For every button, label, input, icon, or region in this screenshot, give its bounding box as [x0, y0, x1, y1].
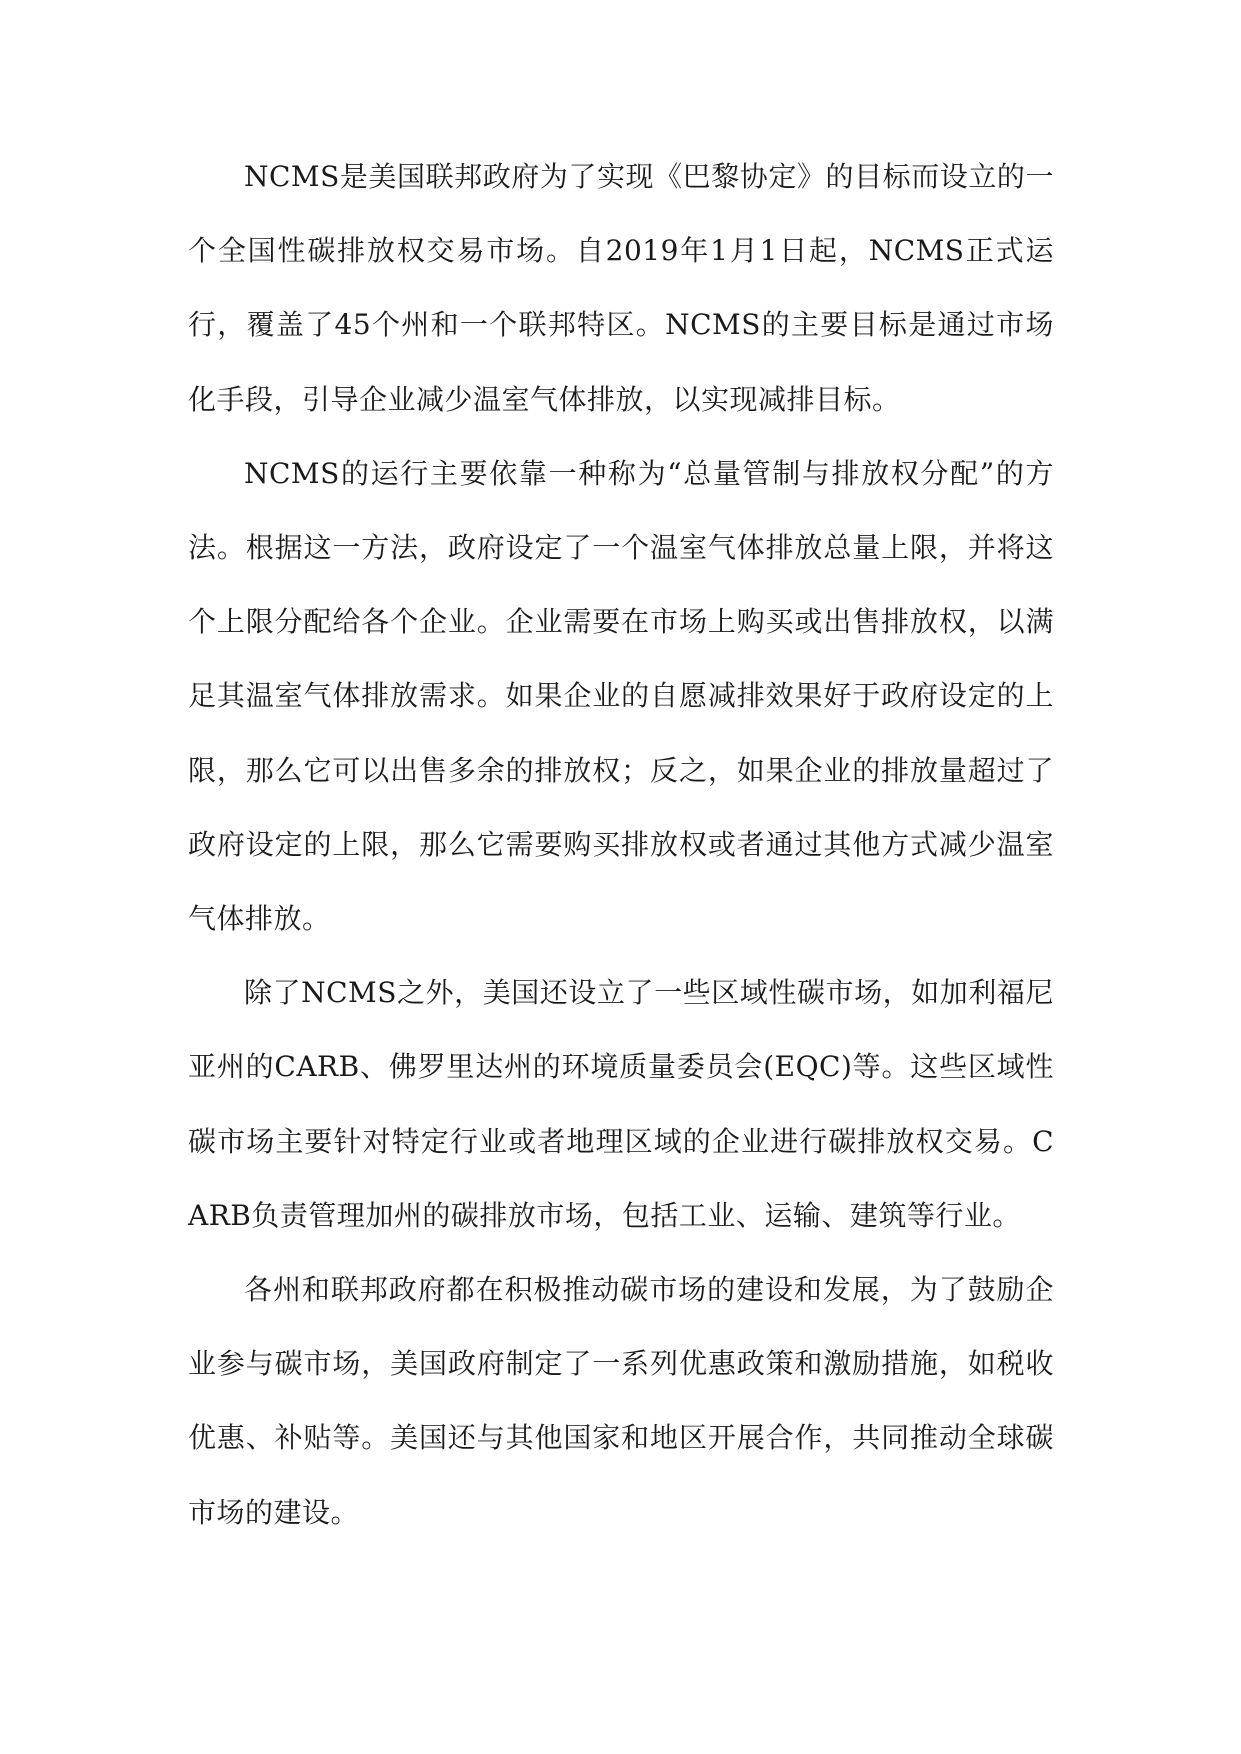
document-body — [188, 140, 1054, 1550]
paragraph-ncms-overview: NCMS是美国联邦政府为了实现《巴黎协定》的目标而设立的一个全国性碳排放权交易市场。自2019年1月1日起，NCMS正式运行，覆盖了45个州和一个联邦特区。NCMS的主要目标是通过市场化手段，引导企业减少温室气体排放，以实现减排目标。 — [188, 160, 1054, 416]
paragraph-policy-support: 各州和联邦政府都在积极推动碳市场的建设和发展，为了鼓励企业参与碳市场，美国政府制定了一系列优惠政策和激励措施，如税收优惠、补贴等。美国还与其他国家和地区开展合作，共同推动全球碳市场的建设。 — [188, 1273, 1054, 1529]
paragraph-regional-markets: 除了NCMS之外，美国还设立了一些区域性碳市场，如加利福尼亚州的CARB、佛罗里达州的环境质量委员会(EQC)等。这些区域性碳市场主要针对特定行业或者地理区域的企业进行碳排放权交易。CARB负责管理加州的碳排放市场，包括工业、运输、建筑等行业。 — [188, 976, 1054, 1232]
paragraph-cap-and-trade: NCMS的运行主要依靠一种称为“总量管制与排放权分配”的方法。根据这一方法，政府设定了一个温室气体排放总量上限，并将这个上限分配给各个企业。企业需要在市场上购买或出售排放权，以满足其温室气体排放需求。如果企业的自愿减排效果好于政府设定的上限，那么它可以出售多余的排放权；反之，如果企业的排放量超过了政府设定的上限，那么它需要购买排放权或者通过其他方式减少温室气体排放。 — [188, 456, 1054, 936]
